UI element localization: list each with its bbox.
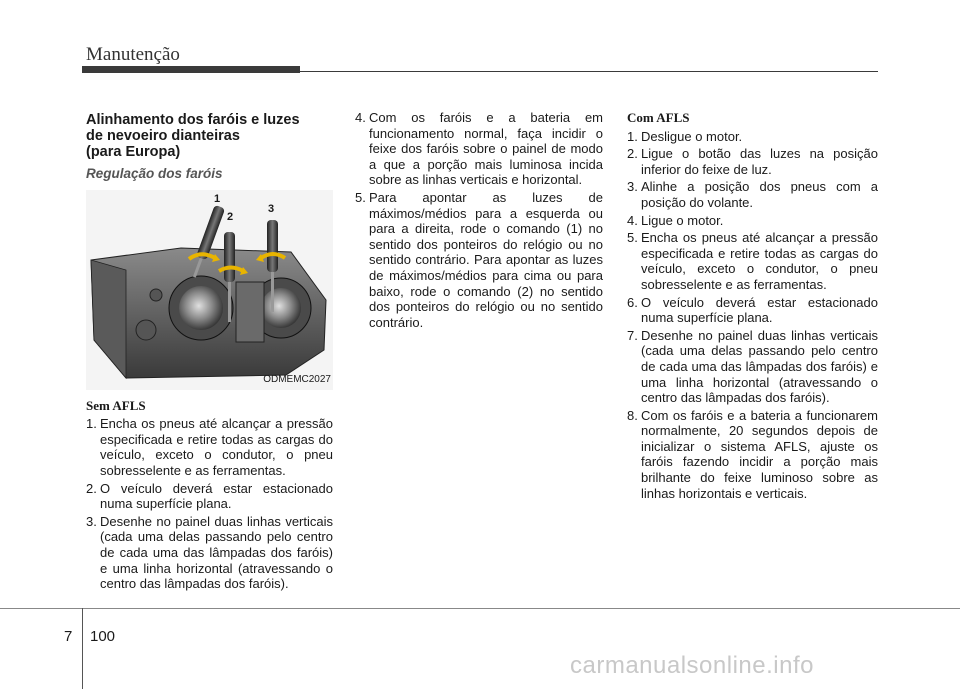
list-item <box>86 481 333 512</box>
step-text: Com os faróis e a bateria em funcionamento normal, faça incidir o feixe dos faróis sobre o painel de modo a que a porção mais luminosa incida sobre as linhas verticais e horizontal. <box>369 110 603 188</box>
section-title-line1: Alinhamento dos faróis e luzes <box>86 112 300 128</box>
step-number: 8. <box>627 407 638 423</box>
step-text: Para apontar as luzes de máximos/médios para a esquerda ou para a direita, rode o comando (1) no sentido dos ponteiros do relógio ou no sentido contrário. Para apontar as luzes de máximos/médios para cima ou para baixo, rode o comando (2) no sentido dos ponteiros do relógio ou no sentido contrário. <box>369 189 603 330</box>
header-rule-thin <box>300 71 878 72</box>
step-number: 4. <box>627 212 638 228</box>
com-afls-heading: Com AFLS <box>627 110 690 125</box>
list-item <box>86 416 333 478</box>
step-text: O veículo deverá estar estacionado numa superfície plana. <box>100 480 333 512</box>
list-item <box>355 110 603 188</box>
header-rule-thick <box>82 66 300 73</box>
step-text: Desligue o motor. <box>641 128 743 144</box>
sem-afls-heading: Sem AFLS <box>86 397 146 413</box>
list-item <box>627 213 878 229</box>
list-item <box>627 328 878 406</box>
com-afls-steps <box>627 129 878 502</box>
step-number: 5. <box>355 189 366 205</box>
step-number: 3. <box>86 513 97 529</box>
step-number: 2. <box>627 146 638 162</box>
page-number: 100 <box>90 628 116 645</box>
step-text: Alinhe a posição dos pneus com a posição do volante. <box>641 179 878 210</box>
step-text: Encha os pneus até alcançar a pressão especificada e retire todas as cargas do veículo, exceto o condutor, o pneu sobresselente e as ferramentas. <box>641 230 878 292</box>
step-text: Com os faróis e a bateria a funcionarem normalmente, 20 segundos depois de inicializar o sistema AFLS, ajuste os faróis fazendo incidir a porção mais brilhante do feixe luminoso sobre as linhas horizontais e verticais. <box>641 407 878 501</box>
step-number: 4. <box>355 110 366 125</box>
headlamp-illustration <box>86 190 333 390</box>
step-number: 7. <box>627 327 638 343</box>
section-subtitle: Regulação dos faróis <box>86 166 223 181</box>
sem-afls-steps <box>86 416 333 592</box>
running-header-title: Manutenção <box>86 44 180 65</box>
left-column <box>86 112 333 594</box>
headlamp-adjustment-figure <box>86 190 333 390</box>
list-item <box>627 230 878 292</box>
step-text: O veículo deverá estar estacionado numa superfície plana. <box>641 294 878 326</box>
step-text: Encha os pneus até alcançar a pressão especificada e retire todas as cargas do veículo, exceto o condutor, o pneu sobresselente e as ferramentas. <box>100 416 333 478</box>
step-text: Ligue o botão das luzes na posição inferior do feixe de luz. <box>641 146 878 177</box>
section-title-line3: (para Europa) <box>86 144 181 160</box>
section-title-line2: de nevoeiro dianteiras <box>86 128 240 144</box>
footer-divider <box>82 608 83 689</box>
step-text: Desenhe no painel duas linhas verticais (cada uma delas passando pelo centro de cada uma das lâmpadas dos faróis) e uma linha horizontal (atravessando o centro das lâmpadas dos faróis). <box>100 513 333 592</box>
right-column <box>627 110 878 503</box>
figure-label-1: 1 <box>214 192 221 205</box>
chapter-number: 7 <box>64 628 73 645</box>
list-item <box>627 179 878 210</box>
list-item <box>627 295 878 326</box>
watermark-text: carmanualsonline.info <box>570 652 814 679</box>
section-title <box>86 112 333 160</box>
middle-steps <box>355 110 603 330</box>
footer-rule <box>0 608 960 609</box>
list-item <box>355 190 603 330</box>
figure-label-3: 3 <box>268 202 275 215</box>
step-number: 1. <box>86 416 97 432</box>
step-number: 6. <box>627 294 638 310</box>
figure-label-2: 2 <box>227 210 234 223</box>
step-number: 1. <box>627 128 638 144</box>
step-number: 5. <box>627 230 638 246</box>
step-text: Desenhe no painel duas linhas verticais (cada uma delas passando pelo centro de cada uma das lâmpadas dos faróis) e uma linha horizontal (atravessando o centro das lâmpadas dos faróis). <box>641 327 878 406</box>
list-item <box>627 146 878 177</box>
step-text: Ligue o motor. <box>641 212 724 228</box>
step-number: 2. <box>86 480 97 496</box>
list-item <box>627 129 878 145</box>
list-item <box>86 514 333 592</box>
step-number: 3. <box>627 179 638 195</box>
figure-caption: ODMEMC2027 <box>263 374 331 385</box>
middle-column <box>355 110 603 332</box>
list-item <box>627 408 878 502</box>
